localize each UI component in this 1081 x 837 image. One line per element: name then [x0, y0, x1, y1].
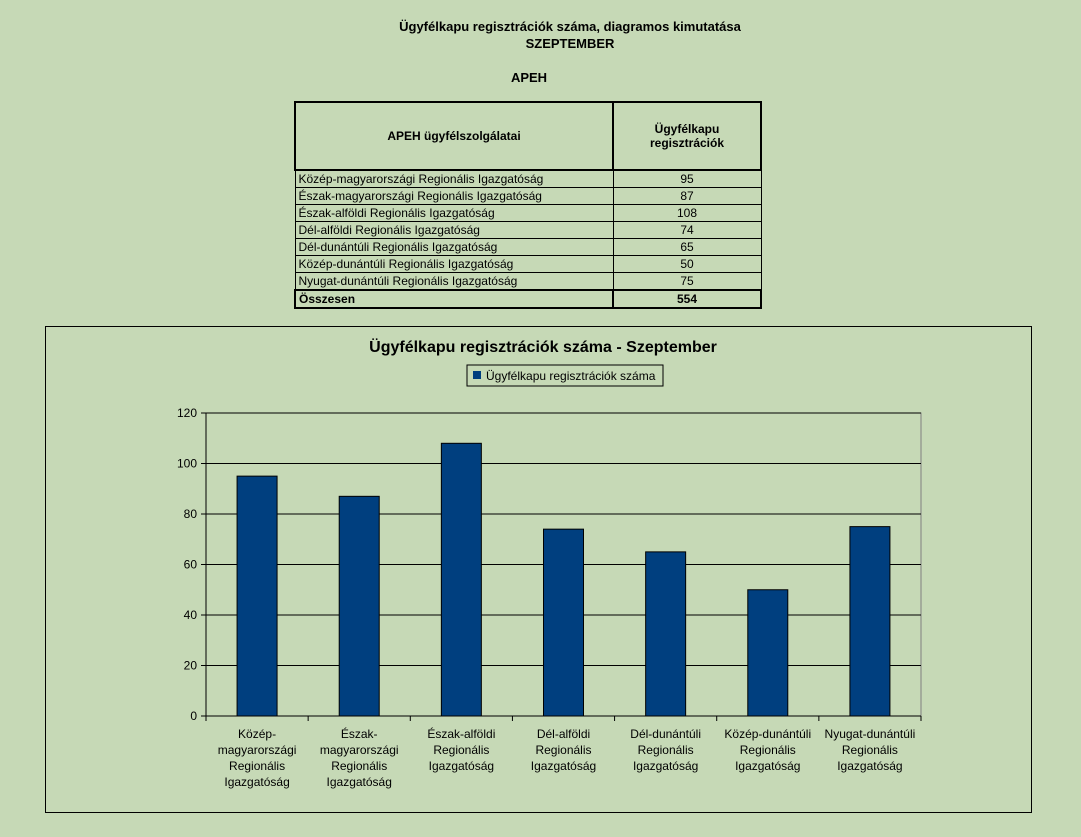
y-tick-label: 60	[183, 557, 197, 572]
x-tick-label	[724, 727, 811, 773]
x-tick-label-line: Nyugat-dunántúli	[824, 727, 916, 741]
bar	[544, 529, 584, 716]
y-tick-label: 120	[176, 406, 197, 420]
row-value: 65	[613, 239, 761, 256]
bar-chart	[46, 327, 1031, 812]
x-tick-label-line: Regionális	[433, 743, 490, 757]
row-value: 74	[613, 222, 761, 239]
x-tick-label-line: Regionális	[739, 743, 796, 757]
x-tick-label-line: Regionális	[841, 743, 898, 757]
x-tick-label-line: Igazgatóság	[632, 759, 699, 773]
x-tick-label-line: Dél-dunántúli	[630, 727, 702, 741]
row-value: 50	[613, 256, 761, 273]
chart-title: Ügyfélkapu regisztrációk száma - Szeptember	[369, 339, 717, 356]
x-tick-label	[630, 727, 701, 773]
row-name: Dél-alföldi Regionális Igazgatóság	[295, 222, 613, 239]
total-value: 554	[613, 290, 761, 308]
x-tick-label-line: Dél-alföldi	[536, 727, 591, 741]
x-tick-label-line: Igazgatóság	[735, 759, 801, 773]
table-header-line1: Ügyfélkapu	[654, 122, 720, 136]
row-name: Közép-magyarországi Regionális Igazgatóság	[295, 170, 613, 188]
table-row	[295, 273, 761, 291]
x-tick-label-line: Észak-alföldi	[427, 727, 496, 741]
legend-label: Ügyfélkapu regisztrációk száma	[486, 369, 656, 383]
y-tick-label: 40	[183, 608, 197, 622]
x-tick-label-line: Közép-	[238, 727, 277, 741]
row-value: 75	[613, 273, 761, 291]
report-month: SZEPTEMBER	[525, 36, 615, 51]
x-tick-label-line: Regionális	[331, 759, 388, 773]
row-name: Közép-dunántúli Regionális Igazgatóság	[295, 256, 613, 273]
row-value: 87	[613, 188, 761, 205]
x-tick-label	[320, 726, 399, 789]
x-tick-label-line: Igazgatóság	[224, 775, 290, 789]
chart-area	[45, 326, 1032, 813]
bar	[441, 443, 481, 716]
row-value: 108	[613, 205, 761, 222]
registrations-table	[294, 101, 762, 309]
x-tick-label-line: Regionális	[229, 759, 286, 773]
x-tick-label-line: Regionális	[535, 743, 592, 757]
bar	[339, 496, 379, 716]
table-row	[295, 170, 761, 188]
x-tick-label	[531, 727, 596, 773]
legend-swatch	[473, 371, 481, 379]
x-tick-label-line: Észak-	[340, 727, 378, 741]
x-tick-label-line: magyarországi	[319, 743, 399, 757]
x-tick-label-line: Regionális	[637, 743, 694, 757]
bar	[850, 527, 890, 716]
row-name: Nyugat-dunántúli Regionális Igazgatóság	[295, 273, 613, 291]
x-tick-label	[427, 726, 495, 773]
row-value: 95	[613, 170, 761, 188]
y-tick-label: 80	[183, 507, 197, 521]
table-row	[295, 239, 761, 256]
row-name: Dél-dunántúli Regionális Igazgatóság	[295, 239, 613, 256]
table-row	[295, 188, 761, 205]
y-tick-label: 100	[176, 456, 197, 471]
table-header-registrations	[613, 102, 761, 170]
table-total-row	[295, 290, 761, 308]
x-tick-label-line: Igazgatóság	[530, 759, 597, 773]
table-row	[295, 256, 761, 273]
x-tick-label-line: Közép-dunántúli	[724, 727, 812, 741]
x-tick-label	[825, 727, 916, 773]
bar	[237, 476, 277, 716]
report-title: Ügyfélkapu regisztrációk száma, diagramos kimutatása	[399, 19, 741, 34]
total-label: Összesen	[295, 290, 613, 308]
x-tick-label-line: Igazgatóság	[428, 759, 495, 773]
x-tick-label	[218, 727, 297, 789]
table-row	[295, 205, 761, 222]
table-header-line2: regisztrációk	[649, 136, 725, 150]
bar	[646, 552, 686, 716]
x-tick-label-line: magyarországi	[217, 743, 297, 757]
y-tick-label: 20	[183, 658, 197, 673]
bar	[748, 590, 788, 716]
x-tick-label-line: Igazgatóság	[326, 775, 392, 789]
y-tick-label: 0	[190, 709, 197, 723]
x-tick-label-line: Igazgatóság	[837, 759, 903, 773]
row-name: Észak-alföldi Regionális Igazgatóság	[295, 205, 613, 222]
table-row	[295, 222, 761, 239]
report-org: APEH	[510, 70, 548, 85]
table-header-offices: APEH ügyfélszolgálatai	[295, 102, 613, 170]
row-name: Észak-magyarországi Regionális Igazgatóság	[295, 188, 613, 205]
